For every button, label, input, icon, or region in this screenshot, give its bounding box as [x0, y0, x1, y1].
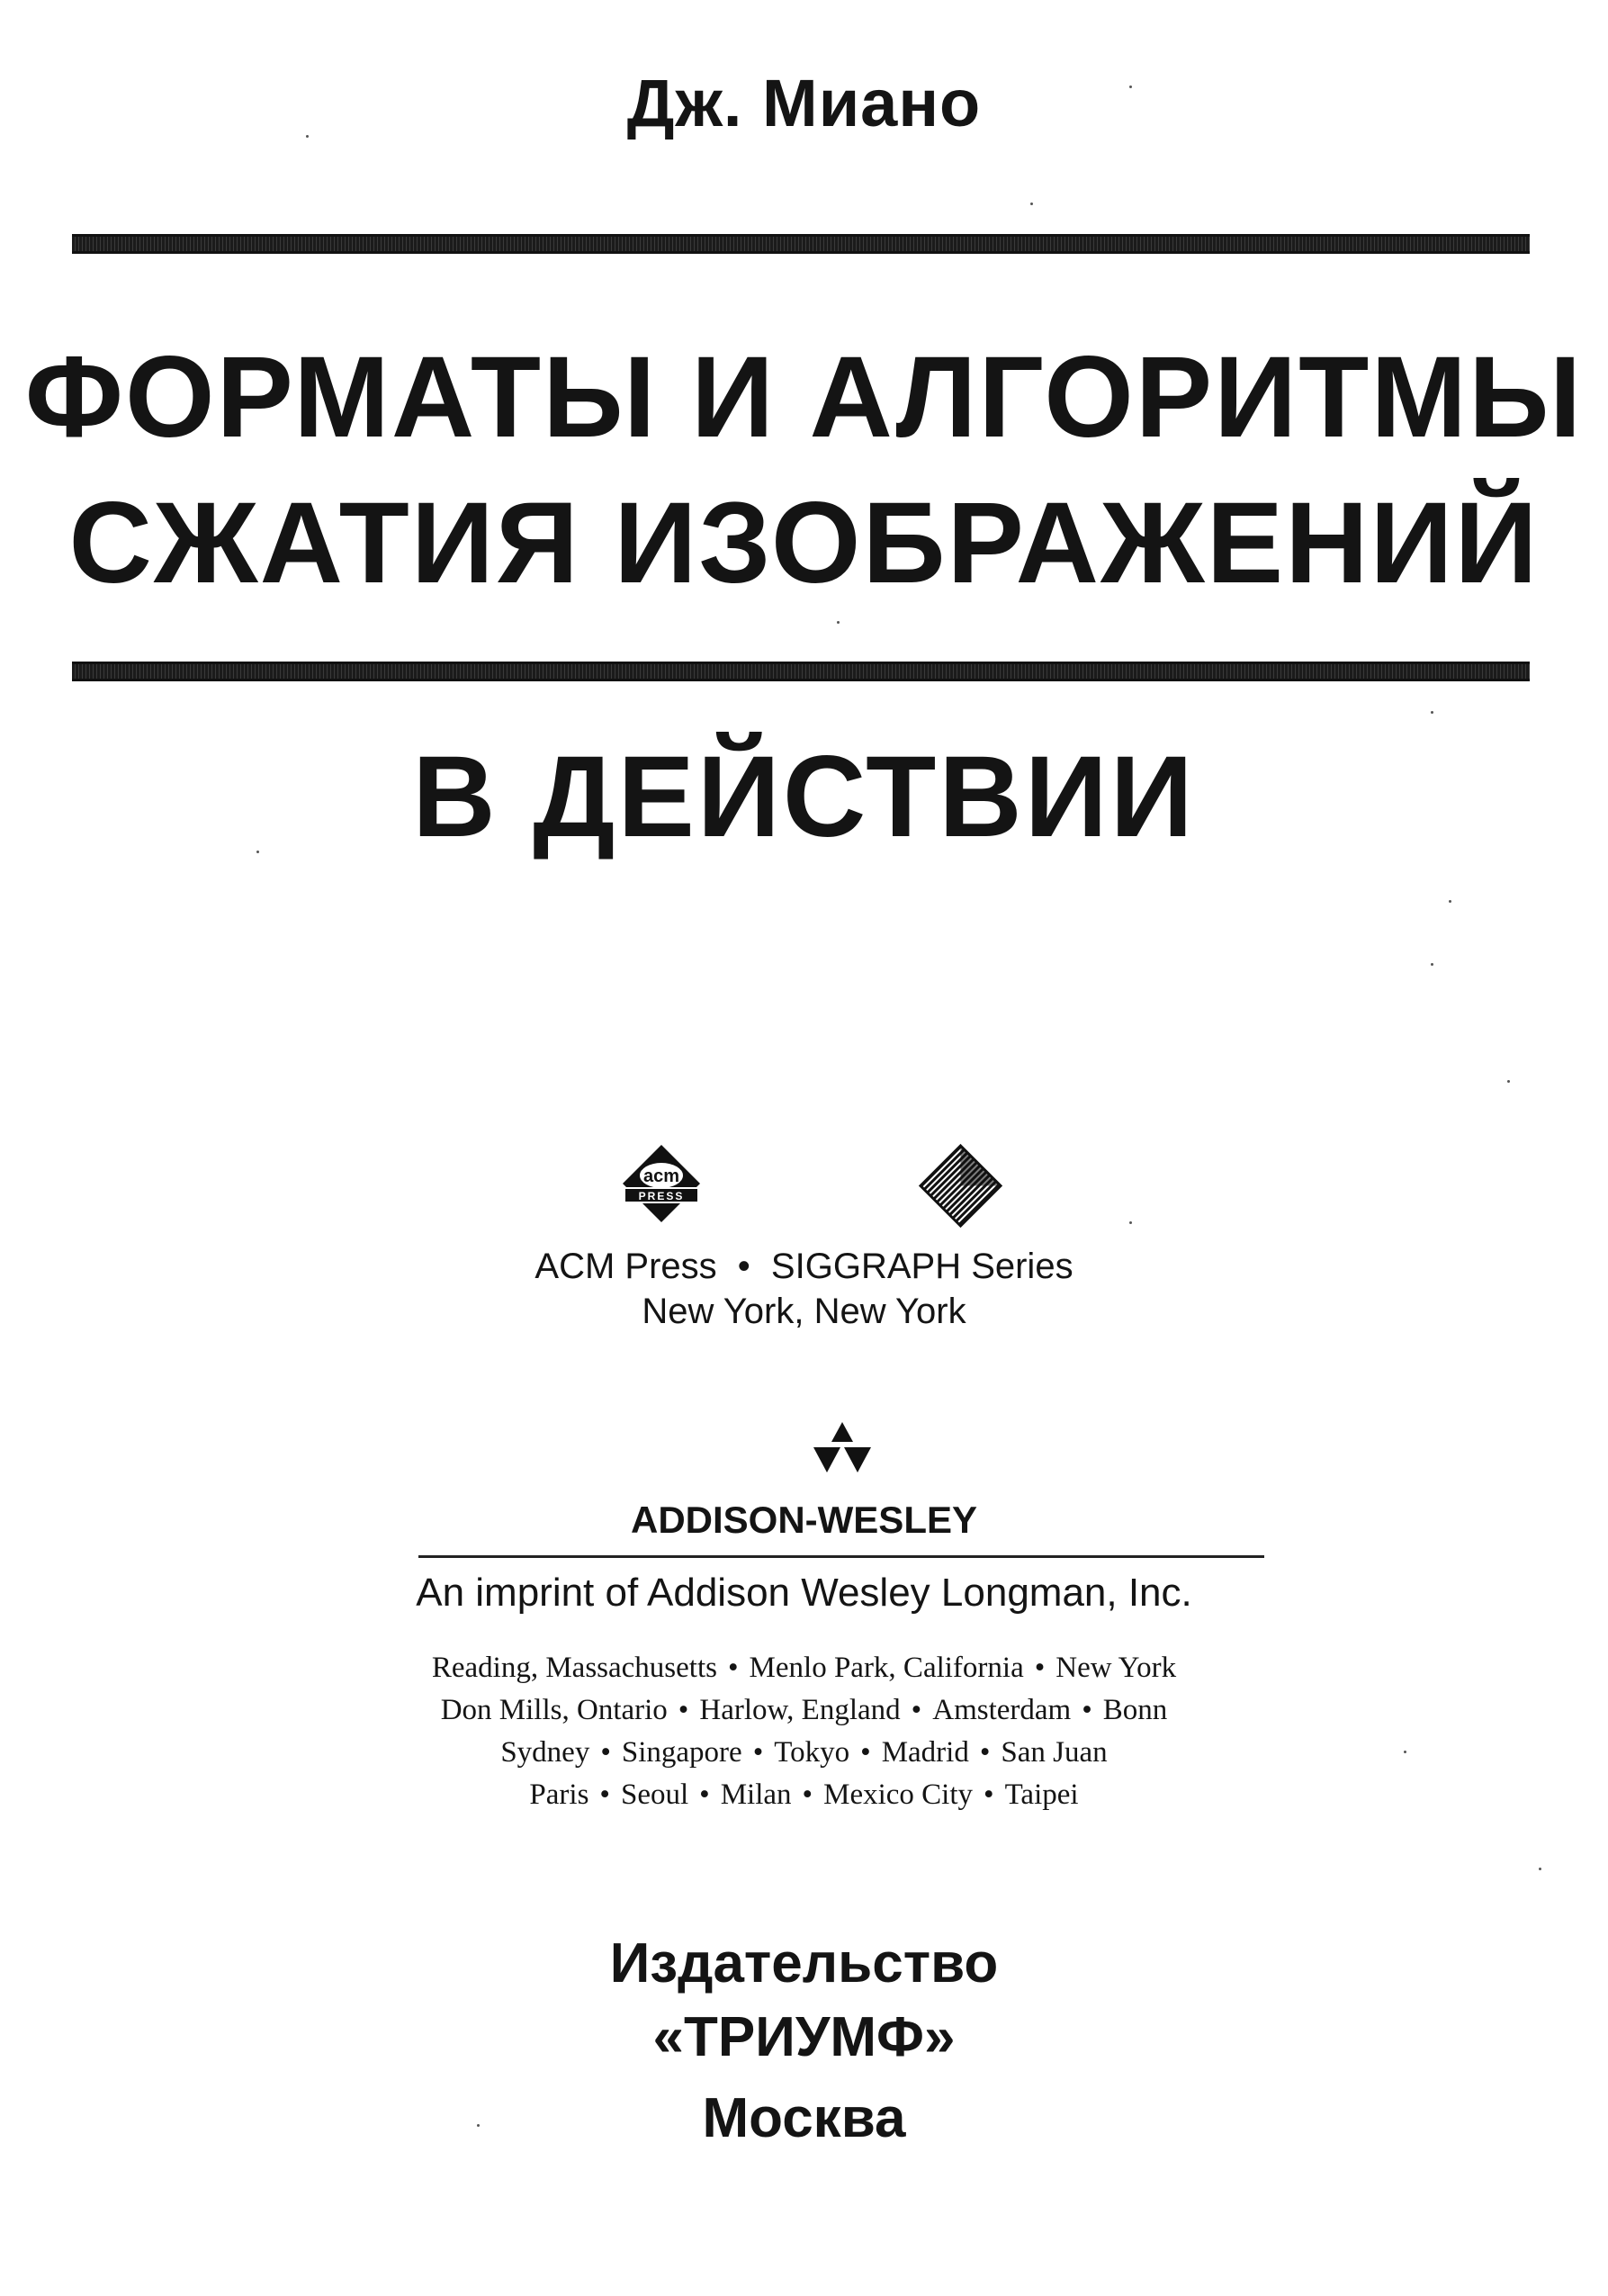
bullet-separator: • [802, 1778, 813, 1811]
city-entry: Menlo Park, California [749, 1652, 1024, 1684]
middle-decorative-rule [72, 662, 1530, 681]
scan-speck [1129, 86, 1132, 88]
scan-speck [837, 621, 840, 624]
bullet-separator: • [1034, 1652, 1046, 1684]
author-name: Дж. Миано [626, 66, 982, 140]
scan-speck [1431, 963, 1433, 966]
acm-logo-subtext: PRESS [638, 1190, 685, 1202]
scan-speck [1449, 900, 1451, 903]
city-entry: Madrid [881, 1736, 969, 1769]
book-title-line-1: ФОРМАТЫ И АЛГОРИТМЫ [24, 333, 1584, 462]
bullet-separator: • [984, 1778, 994, 1811]
scan-speck [1431, 711, 1433, 714]
scan-speck [256, 851, 259, 853]
city-entry: Seoul [620, 1778, 689, 1811]
scan-speck [477, 2124, 480, 2127]
cities-line-1 [0, 1652, 1608, 1685]
bullet-separator: • [911, 1694, 922, 1726]
publisher-city: Москва [702, 2087, 906, 2149]
cities-line-2 [0, 1694, 1608, 1727]
scan-speck [306, 135, 309, 138]
top-decorative-rule [72, 234, 1530, 254]
bullet-separator: • [979, 1736, 991, 1769]
addison-wesley-logo [810, 1420, 875, 1478]
city-entry: San Juan [1001, 1736, 1108, 1769]
bullet-separator: • [860, 1736, 871, 1769]
city-entry: Reading, Massachusetts [431, 1652, 717, 1684]
publisher-name: «ТРИУМФ» [652, 2006, 956, 2068]
cities-line-4 [0, 1778, 1608, 1812]
city-entry: Taipei [1004, 1778, 1079, 1811]
city-entry: Milan [720, 1778, 792, 1811]
siggraph-logo [918, 1143, 1003, 1229]
acm-press-label: ACM Press [535, 1247, 717, 1286]
scan-speck [1129, 1221, 1132, 1224]
bullet-separator: • [737, 1247, 750, 1286]
bullet-separator: • [699, 1778, 710, 1811]
scan-speck [1507, 1080, 1510, 1083]
scan-speck [1404, 1751, 1406, 1753]
city-entry: New York [1056, 1652, 1177, 1684]
siggraph-series-label: SIGGRAPH Series [770, 1247, 1073, 1286]
book-subtitle: В ДЕЙСТВИИ [412, 733, 1196, 861]
acm-logo-text: acm [642, 1166, 680, 1186]
cities-line-3 [0, 1736, 1608, 1769]
acm-series-line [0, 1247, 1608, 1287]
city-entry: Mexico City [823, 1778, 974, 1811]
book-title-line-2: СЖАТИЯ ИЗОБРАЖЕНИЙ [68, 479, 1540, 608]
bullet-separator: • [599, 1778, 610, 1811]
addison-wesley-rule [418, 1555, 1264, 1558]
city-entry: Paris [529, 1778, 589, 1811]
city-entry: Harlow, England [699, 1694, 901, 1726]
scan-speck [1539, 1868, 1541, 1870]
imprint-statement: An imprint of Addison Wesley Longman, Inc. [416, 1571, 1192, 1615]
city-entry: Sydney [500, 1736, 590, 1769]
city-entry: Singapore [621, 1736, 742, 1769]
city-entry: Don Mills, Ontario [440, 1694, 668, 1726]
city-entry: Amsterdam [932, 1694, 1072, 1726]
bullet-separator: • [727, 1652, 739, 1684]
city-entry: Bonn [1102, 1694, 1168, 1726]
scan-speck [1030, 203, 1033, 205]
bullet-separator: • [1082, 1694, 1092, 1726]
bullet-separator: • [678, 1694, 689, 1726]
publisher-label: Издательство [609, 1932, 999, 1994]
bullet-separator: • [752, 1736, 764, 1769]
bullet-separator: • [600, 1736, 611, 1769]
city-entry: Tokyo [774, 1736, 850, 1769]
acm-city: New York, New York [642, 1292, 966, 1331]
acm-press-logo [621, 1143, 702, 1224]
addison-wesley-name: ADDISON-WESLEY [630, 1499, 977, 1541]
